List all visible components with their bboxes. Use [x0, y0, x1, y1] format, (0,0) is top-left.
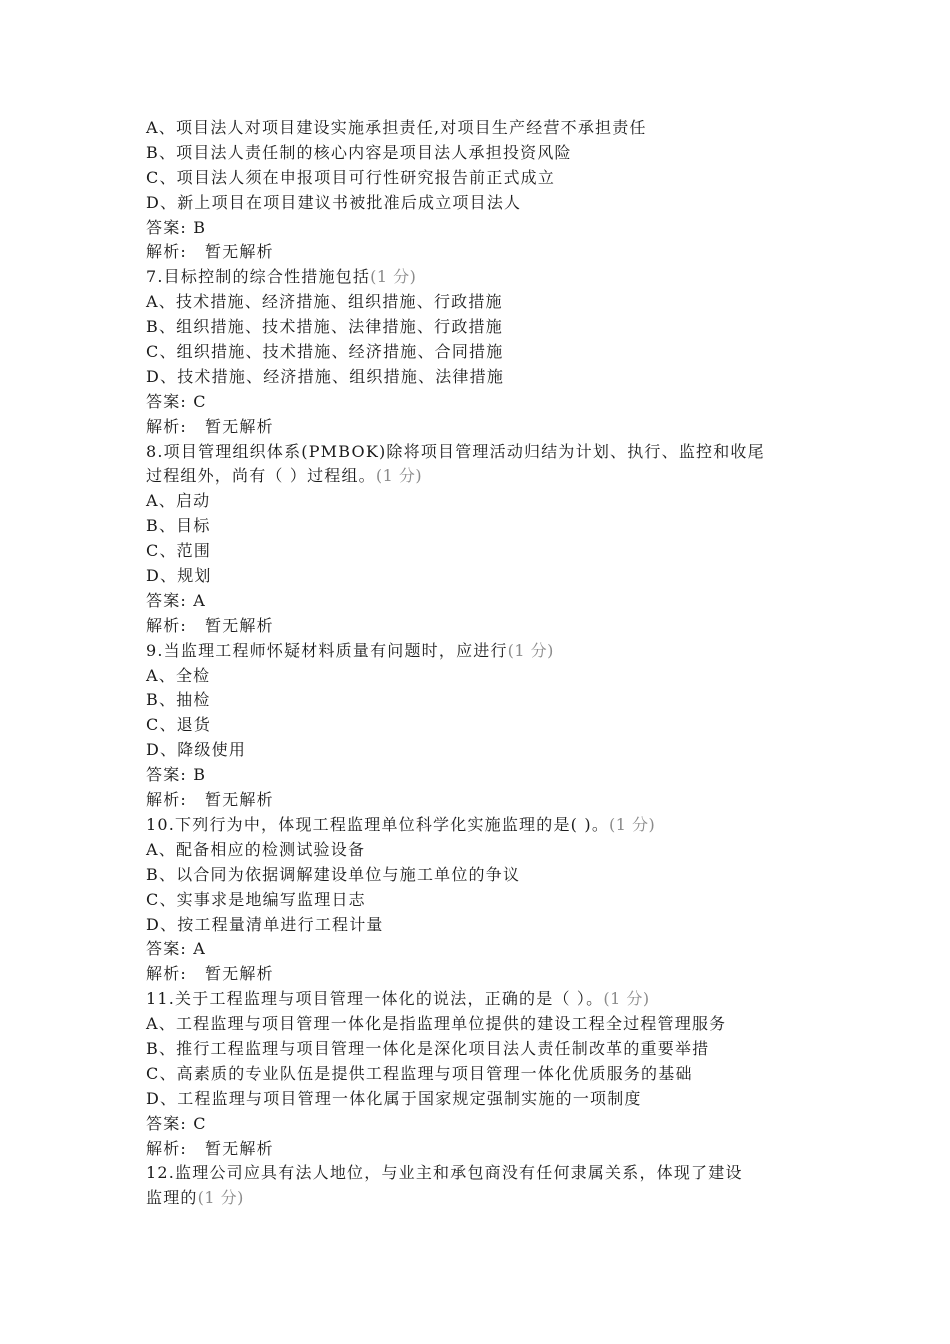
option-a: A、项目法人对项目建设实施承担责任,对项目生产经营不承担责任 [146, 118, 647, 137]
analysis-label: 解析: [146, 964, 187, 984]
question-text [146, 639, 826, 664]
score-label: (1 分) [197, 1188, 244, 1208]
question-text-line2 [146, 1186, 826, 1211]
analysis [146, 788, 826, 813]
answer: 答案: B [146, 765, 207, 785]
option-d: D、新上项目在项目建议书被批准后成立项目法人 [146, 192, 522, 212]
question-6-block [146, 116, 826, 265]
analysis [146, 1137, 826, 1162]
score-label: (1 分) [609, 814, 656, 834]
analysis-label: 解析: [146, 1138, 187, 1158]
option-d: D、技术措施、经济措施、组织措施、法律措施 [146, 366, 505, 386]
option-c: C、退货 [146, 715, 212, 735]
option-a: A、启动 [146, 491, 211, 511]
score-label: (1 分) [370, 267, 417, 287]
option-c: C、高素质的专业队伍是提供工程监理与项目管理一体化优质服务的基础 [146, 1063, 693, 1083]
answer: 答案: C [146, 1113, 207, 1133]
question-7-block [146, 265, 826, 439]
option-d: D、按工程量清单进行工程计量 [146, 914, 384, 934]
option-d: D、规划 [146, 566, 212, 586]
question-11-block [146, 987, 826, 1161]
analysis [146, 415, 826, 440]
answer: 答案: A [146, 590, 207, 610]
answer: 答案: B [146, 217, 207, 237]
question-9-block [146, 639, 826, 813]
analysis [146, 962, 826, 987]
option-a: A、技术措施、经济措施、组织措施、行政措施 [146, 292, 503, 312]
analysis-label: 解析: [146, 242, 187, 262]
option-b: B、抽检 [146, 690, 211, 710]
option-b: B、以合同为依据调解建设单位与施工单位的争议 [146, 864, 521, 884]
question-stem: 过程组外，尚有（ ）过程组。 [146, 466, 376, 486]
option-b: B、组织措施、技术措施、法律措施、行政措施 [146, 317, 503, 337]
analysis-label: 解析: [146, 615, 187, 635]
question-text [146, 987, 826, 1012]
option-a: A、配备相应的检测试验设备 [146, 839, 366, 859]
option-d: D、降级使用 [146, 740, 247, 760]
option-d: D、工程监理与项目管理一体化属于国家规定强制实施的一项制度 [146, 1088, 642, 1108]
question-8-block [146, 440, 826, 639]
question-text-line2 [146, 464, 826, 489]
analysis-text: 暂无解析 [205, 790, 274, 810]
question-stem: 7.目标控制的综合性措施包括 [146, 267, 371, 287]
analysis-text: 暂无解析 [205, 615, 274, 635]
question-text-line1: 12.监理公司应具有法人地位，与业主和承包商没有任何隶属关系，体现了建设 [146, 1163, 743, 1183]
option-a: A、全检 [146, 665, 211, 685]
score-label: (1 分) [603, 989, 650, 1009]
score-label: (1 分) [507, 640, 554, 660]
analysis-text: 暂无解析 [205, 1138, 274, 1158]
option-b: B、推行工程监理与项目管理一体化是深化项目法人责任制改革的重要举措 [146, 1038, 710, 1058]
question-stem: 9.当监理工程师怀疑材料质量有问题时，应进行 [146, 640, 508, 660]
analysis [146, 240, 826, 265]
question-text [146, 813, 826, 838]
document-page [146, 116, 826, 1211]
analysis-text: 暂无解析 [205, 416, 274, 436]
answer: 答案: C [146, 391, 207, 411]
question-stem: 监理的 [146, 1188, 198, 1208]
score-label: (1 分) [375, 466, 423, 486]
question-stem: 10.下列行为中，体现工程监理单位科学化实施监理的是( )。 [146, 814, 610, 834]
analysis-label: 解析: [146, 790, 187, 810]
analysis [146, 614, 826, 639]
question-text-line1: 8.项目管理组织体系(PMBOK)除将项目管理活动归结为计划、执行、监控和收尾 [146, 441, 765, 461]
answer: 答案: A [146, 939, 207, 959]
question-text [146, 265, 826, 290]
option-c: C、组织措施、技术措施、经济措施、合同措施 [146, 342, 504, 362]
option-b: B、目标 [146, 516, 211, 536]
question-stem: 11.关于工程监理与项目管理一体化的说法，正确的是（ ）。 [146, 989, 604, 1009]
analysis-text: 暂无解析 [205, 242, 274, 262]
option-c: C、范围 [146, 541, 212, 561]
option-b: B、项目法人责任制的核心内容是项目法人承担投资风险 [146, 142, 572, 162]
option-c: C、实事求是地编写监理日志 [146, 889, 366, 909]
option-c: C、项目法人须在申报项目可行性研究报告前正式成立 [146, 167, 556, 187]
analysis-text: 暂无解析 [205, 964, 274, 984]
question-12-block [146, 1161, 826, 1211]
analysis-label: 解析: [146, 416, 187, 436]
question-10-block [146, 813, 826, 987]
option-a: A、工程监理与项目管理一体化是指监理单位提供的建设工程全过程管理服务 [146, 1014, 727, 1034]
